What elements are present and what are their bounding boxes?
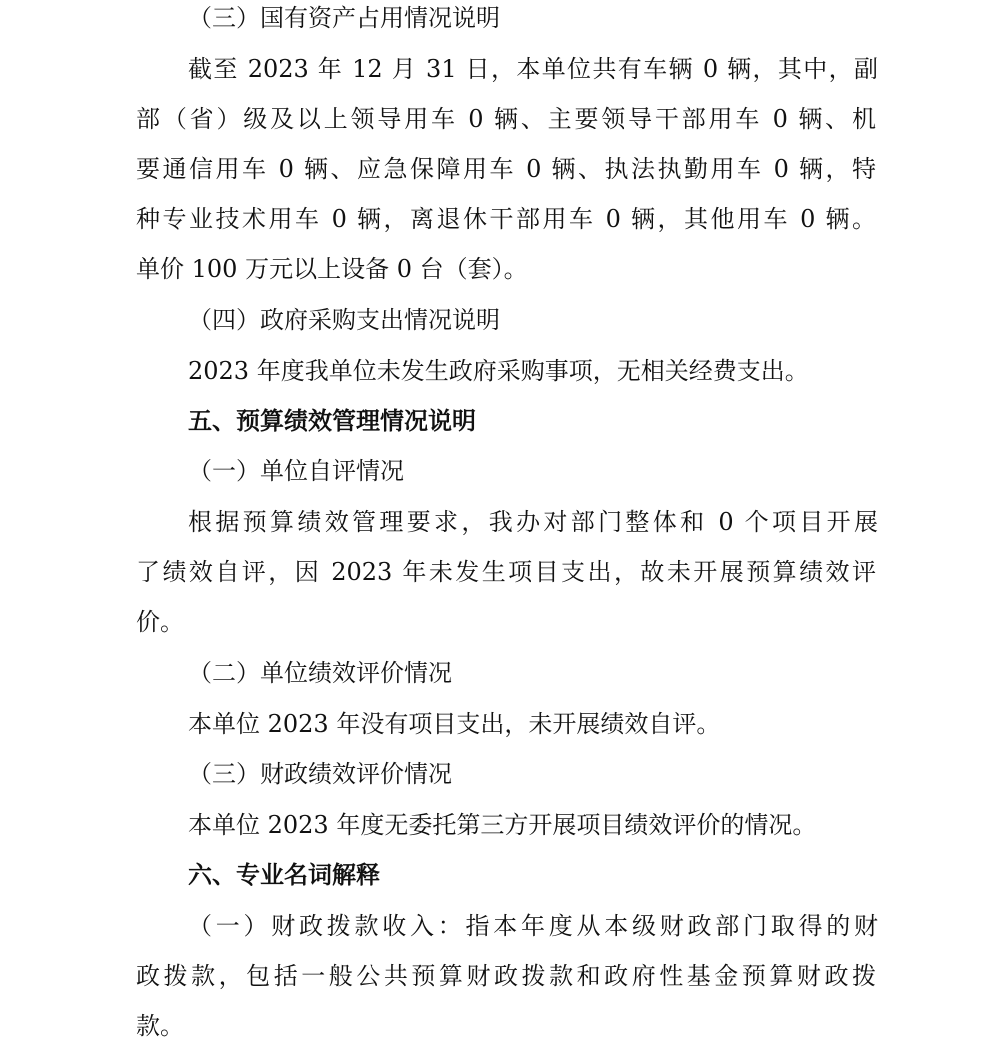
self-evaluation-line-1: 根据预算绩效管理要求，我办对部门整体和 0 个项目开展 — [188, 508, 878, 536]
unit-evaluation-paragraph: 本单位 2023 年没有项目支出，未开展绩效自评。 — [188, 710, 721, 738]
terms-heading: 六、专业名词解释 — [188, 861, 380, 889]
asset-paragraph-line-5: 单价 100 万元以上设备 0 台（套）。 — [136, 255, 528, 283]
self-evaluation-line-2: 了绩效自评，因 2023 年未发生项目支出，故未开展预算绩效评 — [136, 558, 876, 586]
performance-management-heading: 五、预算绩效管理情况说明 — [188, 407, 476, 435]
self-evaluation-line-3: 价。 — [136, 608, 184, 636]
asset-paragraph-line-1: 截至 2023 年 12 月 31 日，本单位共有车辆 0 辆，其中，副 — [188, 55, 878, 83]
terms-line-3: 款。 — [136, 1012, 184, 1040]
procurement-section-heading: （四）政府采购支出情况说明 — [188, 306, 500, 334]
asset-paragraph-line-2: 部（省）级及以上领导用车 0 辆、主要领导干部用车 0 辆、机 — [136, 105, 876, 133]
asset-paragraph-line-3: 要通信用车 0 辆、应急保障用车 0 辆、执法执勤用车 0 辆，特 — [136, 155, 876, 183]
unit-evaluation-heading: （二）单位绩效评价情况 — [188, 659, 452, 687]
self-evaluation-heading: （一）单位自评情况 — [188, 457, 404, 485]
asset-section-heading: （三）国有资产占用情况说明 — [188, 4, 500, 32]
asset-paragraph-line-4: 种专业技术用车 0 辆，离退休干部用车 0 辆，其他用车 0 辆。 — [136, 205, 876, 233]
fiscal-evaluation-paragraph: 本单位 2023 年度无委托第三方开展项目绩效评价的情况。 — [188, 811, 817, 839]
terms-line-1: （一）财政拨款收入：指本年度从本级财政部门取得的财 — [188, 912, 878, 940]
procurement-paragraph: 2023 年度我单位未发生政府采购事项，无相关经费支出。 — [188, 357, 809, 385]
terms-line-2: 政拨款，包括一般公共预算财政拨款和政府性基金预算财政拨 — [136, 962, 876, 990]
fiscal-evaluation-heading: （三）财政绩效评价情况 — [188, 760, 452, 788]
